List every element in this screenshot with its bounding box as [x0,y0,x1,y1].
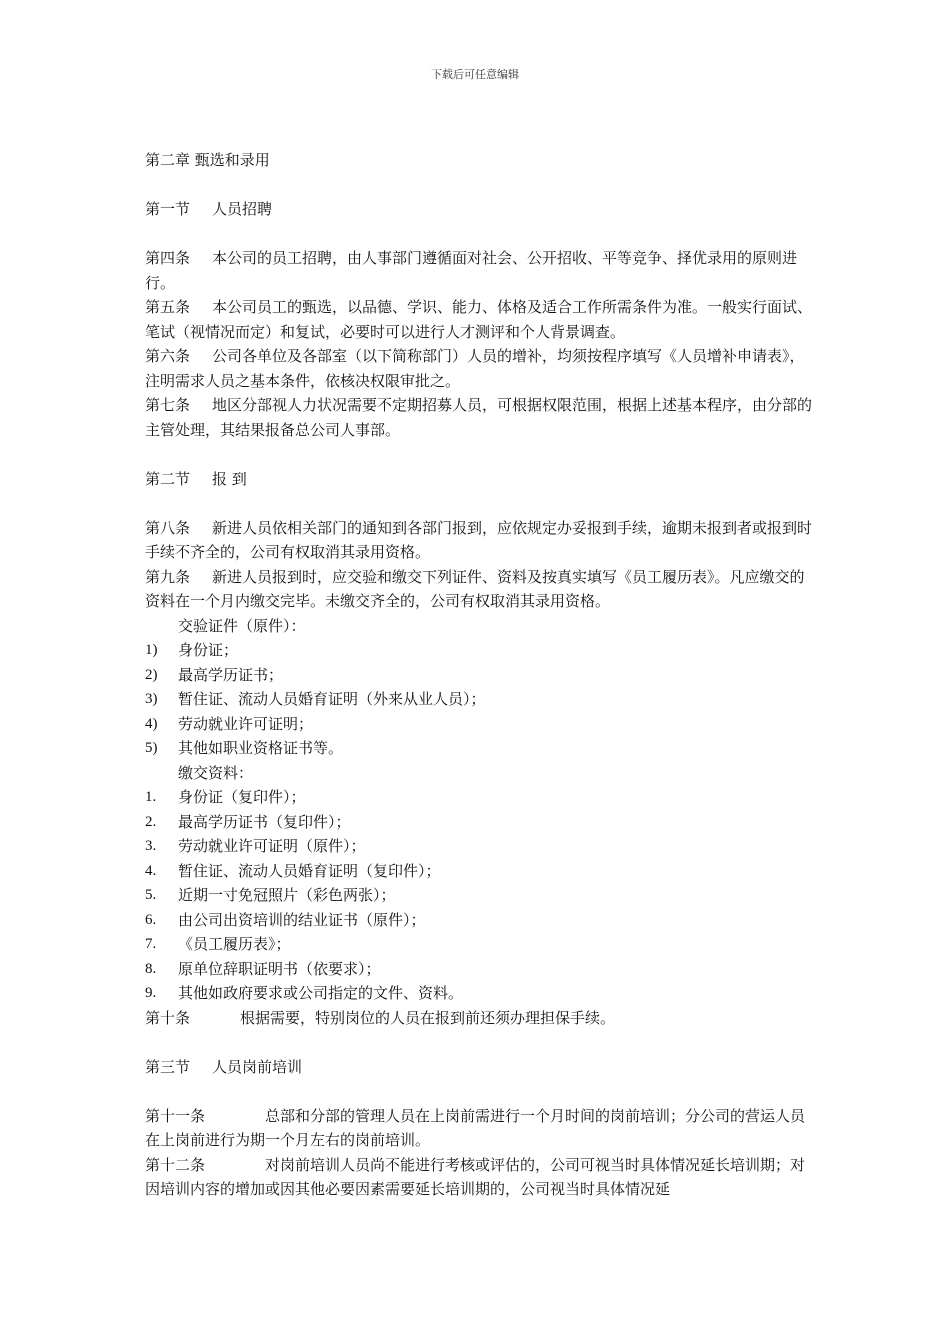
article-text: 地区分部视人力状况需要不定期招募人员，可根据权限范围，根据上述基本程序，由分部的主管处理，其结果报备总公司人事部。 [145,396,813,439]
list-number: 8. [145,960,157,977]
article-4 [145,246,817,295]
chapter-title: 第二章 甄选和录用 [145,151,270,169]
section-number: 第二节 [145,469,191,488]
section-name: 人员岗前培训 [212,1057,303,1076]
list-number: 4) [145,715,158,732]
list-text: 其他如政府要求或公司指定的文件、资料。 [178,984,464,1002]
section-3-title [145,1055,817,1080]
list-text: 劳动就业许可证明（原件）； [178,837,366,855]
section-number: 第三节 [145,1057,191,1076]
page-header: 下载后可任意编辑 [431,68,519,81]
article-number: 第十一条 [145,1106,206,1125]
article-text: 本公司员工的甄选，以品德、学识、能力、体格及适合工作所需条件为准。一般实行面试、笔试（视情况而定）和复试，必要时可以进行人才测评和个人背景调查。 [145,298,813,341]
section-1-title [145,197,817,222]
list-text: 最高学历证书； [178,665,284,684]
list-number: 2. [145,813,157,830]
list-item [145,834,817,859]
list-item [145,687,817,712]
list-number: 5) [145,740,158,756]
article-5 [145,295,817,344]
article-9 [145,565,817,614]
list-item [145,712,817,737]
section-2-title [145,467,817,492]
list-number: 2) [145,666,158,683]
article-number: 第七条 [145,396,191,414]
list-text: 最高学历证书（复印件）； [178,812,351,831]
article-7 [145,393,817,442]
article-number: 第四条 [145,249,191,267]
list-text: 《员工履历表》； [178,935,291,953]
article-number: 第九条 [145,567,191,586]
list-number: 3. [145,838,157,854]
list-item [145,957,817,982]
article-text: 新进人员报到时，应交验和缴交下列证件、资料及按真实填写《员工履历表》。凡应缴交的资料在一个月内缴交完毕。未缴交齐全的，公司有权取消其录用资格。 [145,567,805,610]
article-number: 第十条 [145,1008,191,1027]
submit-heading: 缴交资料： [178,763,254,782]
verify-heading: 交验证件（原件）： [178,616,306,635]
article-text: 公司各单位及各部室（以下简称部门）人员的增补，均须按程序填写《人员增补申请表》，注明需求人员之基本条件，依核决权限审批之。 [145,347,805,390]
list-item [145,883,817,908]
list-number: 6. [145,911,157,928]
article-text: 根据需要，特别岗位的人员在报到前还须办理担保手续。 [240,1008,616,1027]
list-item [145,908,817,933]
list-item [145,663,817,688]
article-number: 第六条 [145,347,191,365]
article-text: 本公司的员工招聘，由人事部门遵循面对社会、公开招收、平等竞争、择优录用的原则进行。 [145,249,798,292]
section-number: 第一节 [145,200,191,218]
list-item [145,785,817,810]
list-number: 4. [145,862,157,879]
list-item [145,736,817,761]
article-number: 第八条 [145,518,191,537]
article-number: 第十二条 [145,1155,206,1174]
list-item [145,810,817,835]
list-text: 身份证； [178,641,239,659]
list-number: 1. [145,789,157,805]
article-text: 对岗前培训人员尚不能进行考核或评估的，公司可视当时具体情况延长培训期；对因培训内容的增加或因其他必要因素需要延长培训期的，公司视当时具体情况延 [145,1155,806,1198]
list-text: 由公司出资培训的结业证书（原件）； [178,910,426,929]
list-text: 近期一寸免冠照片（彩色两张）； [178,886,396,904]
list-text: 身份证（复印件）； [178,788,306,806]
list-number: 1) [145,642,158,658]
list-text: 暂住证、流动人员婚育证明（复印件）； [178,861,441,880]
list-item [145,981,817,1006]
article-10 [145,1006,817,1031]
article-12 [145,1153,817,1202]
list-item [145,638,817,663]
list-text: 暂住证、流动人员婚育证明（外来从业人员）； [178,690,486,708]
article-6 [145,344,817,393]
list-text: 原单位辞职证明书（依要求）； [178,959,381,978]
article-8 [145,516,817,565]
list-item [145,859,817,884]
list-number: 3) [145,691,158,707]
list-number: 7. [145,936,157,952]
list-text: 其他如职业资格证书等。 [178,739,344,757]
list-text: 劳动就业许可证明； [178,714,314,733]
section-name: 人员招聘 [212,200,273,218]
list-number: 9. [145,985,157,1001]
list-item [145,932,817,957]
section-name: 报 到 [212,469,247,488]
article-number: 第五条 [145,298,191,316]
article-text: 新进人员依相关部门的通知到各部门报到，应依规定办妥报到手续，逾期未报到者或报到时手续不齐全的，公司有权取消其录用资格。 [145,518,813,561]
article-text: 总部和分部的管理人员在上岗前需进行一个月时间的岗前培训；分公司的营运人员在上岗前进行为期一个月左右的岗前培训。 [145,1106,806,1149]
document-body [145,148,817,1202]
article-11 [145,1104,817,1153]
list-number: 5. [145,887,157,903]
